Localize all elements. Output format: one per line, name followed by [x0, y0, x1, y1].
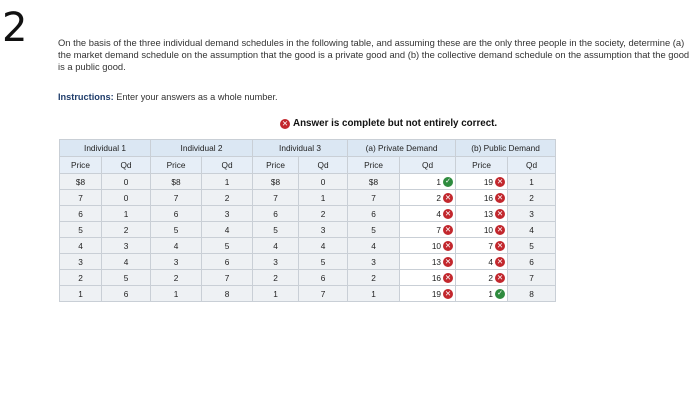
answer-value: 2: [488, 272, 494, 283]
public-qd: 5: [508, 238, 556, 254]
public-price-answer[interactable]: [456, 206, 508, 222]
private-qd-answer[interactable]: [400, 222, 456, 238]
individual2-price: 3: [151, 254, 202, 270]
individual1-price: 6: [60, 206, 102, 222]
private-price: 7: [348, 190, 400, 206]
answer-value: 16: [431, 272, 442, 283]
private-price: 3: [348, 254, 400, 270]
individual2-price: 5: [151, 222, 202, 238]
x-icon: ✕: [444, 192, 452, 202]
column-header: Price: [456, 157, 508, 174]
private-price: 4: [348, 238, 400, 254]
answer-value: 4: [488, 256, 494, 267]
table-row: [60, 222, 556, 238]
public-price-answer[interactable]: [456, 174, 508, 190]
group-header: Individual 3: [253, 140, 348, 157]
answer-value: 1: [488, 288, 494, 299]
column-header: Price: [253, 157, 299, 174]
individual1-price: 5: [60, 222, 102, 238]
individual2-price: 2: [151, 270, 202, 286]
individual2-qd: 8: [202, 286, 253, 302]
x-icon: ✕: [496, 256, 504, 266]
private-qd-answer[interactable]: [400, 174, 456, 190]
individual1-price: 7: [60, 190, 102, 206]
individual1-qd: 0: [102, 190, 151, 206]
column-header: Qd: [400, 157, 456, 174]
private-qd-answer[interactable]: [400, 190, 456, 206]
column-header-row: [60, 157, 556, 174]
x-icon: ✕: [496, 208, 504, 218]
group-header: (a) Private Demand: [348, 140, 456, 157]
individual3-price: 4: [253, 238, 299, 254]
individual1-qd: 3: [102, 238, 151, 254]
individual2-qd: 2: [202, 190, 253, 206]
public-qd: 1: [508, 174, 556, 190]
private-price: 1: [348, 286, 400, 302]
table-row: [60, 254, 556, 270]
individual1-qd: 2: [102, 222, 151, 238]
group-header-row: [60, 140, 556, 157]
x-icon: ✕: [496, 192, 504, 202]
individual1-price: 4: [60, 238, 102, 254]
individual3-price: 5: [253, 222, 299, 238]
public-qd: 2: [508, 190, 556, 206]
individual3-qd: 3: [299, 222, 348, 238]
table-row: [60, 190, 556, 206]
instructions-label: Instructions:: [58, 92, 114, 102]
column-header: Qd: [102, 157, 151, 174]
question-number: 2: [2, 5, 28, 51]
x-icon: ✕: [496, 272, 504, 282]
answer-value: 7: [488, 240, 494, 251]
individual2-qd: 5: [202, 238, 253, 254]
column-header: Price: [348, 157, 400, 174]
individual3-price: 7: [253, 190, 299, 206]
individual2-qd: 6: [202, 254, 253, 270]
public-qd: 7: [508, 270, 556, 286]
answer-value: 2: [436, 192, 442, 203]
column-header: Qd: [202, 157, 253, 174]
group-header: (b) Public Demand: [456, 140, 556, 157]
individual3-price: $8: [253, 174, 299, 190]
public-price-answer[interactable]: [456, 286, 508, 302]
table-row: [60, 270, 556, 286]
public-price-answer[interactable]: [456, 238, 508, 254]
demand-table: [59, 139, 556, 302]
private-qd-answer[interactable]: [400, 286, 456, 302]
answer-value: 16: [483, 192, 494, 203]
public-qd: 8: [508, 286, 556, 302]
individual3-qd: 6: [299, 270, 348, 286]
x-icon: ✕: [444, 256, 452, 266]
public-price-answer[interactable]: [456, 254, 508, 270]
x-icon: ✕: [444, 272, 452, 282]
answer-value: 13: [483, 208, 494, 219]
status-message: Answer is complete but not entirely correct.: [293, 118, 498, 129]
answer-value: 19: [431, 288, 442, 299]
individual3-qd: 5: [299, 254, 348, 270]
answer-value: 13: [431, 256, 442, 267]
private-price: 5: [348, 222, 400, 238]
public-price-answer[interactable]: [456, 190, 508, 206]
check-icon: ✓: [495, 289, 505, 299]
individual1-price: 3: [60, 254, 102, 270]
individual2-qd: 7: [202, 270, 253, 286]
individual2-price: 7: [151, 190, 202, 206]
answer-value: 7: [436, 224, 442, 235]
individual2-qd: 4: [202, 222, 253, 238]
column-header: Price: [60, 157, 102, 174]
private-qd-answer[interactable]: [400, 238, 456, 254]
check-icon: ✓: [443, 177, 453, 187]
private-price: 2: [348, 270, 400, 286]
column-header: Price: [151, 157, 202, 174]
table-body: [60, 174, 556, 302]
instructions-text: Enter your answers as a whole number.: [116, 92, 278, 102]
individual3-price: 6: [253, 206, 299, 222]
individual1-price: 2: [60, 270, 102, 286]
public-qd: 4: [508, 222, 556, 238]
private-price: 6: [348, 206, 400, 222]
individual3-qd: 1: [299, 190, 348, 206]
individual3-price: 3: [253, 254, 299, 270]
private-price: $8: [348, 174, 400, 190]
individual3-price: 2: [253, 270, 299, 286]
individual3-qd: 7: [299, 286, 348, 302]
x-icon: ✕: [444, 224, 452, 234]
answer-value: 4: [436, 208, 442, 219]
individual1-qd: 0: [102, 174, 151, 190]
individual2-qd: 3: [202, 206, 253, 222]
column-header: Qd: [299, 157, 348, 174]
x-icon: ✕: [496, 224, 504, 234]
column-header: Qd: [508, 157, 556, 174]
answer-value: 10: [431, 240, 442, 251]
individual2-price: 6: [151, 206, 202, 222]
instructions: [58, 92, 278, 102]
table-row: [60, 206, 556, 222]
table-row: [60, 174, 556, 190]
private-qd-answer[interactable]: [400, 254, 456, 270]
individual2-price: 1: [151, 286, 202, 302]
individual1-qd: 6: [102, 286, 151, 302]
answer-status: [280, 118, 497, 129]
table-row: [60, 238, 556, 254]
group-header: Individual 1: [60, 140, 151, 157]
x-icon: ✕: [496, 240, 504, 250]
individual3-qd: 4: [299, 238, 348, 254]
individual2-price: 4: [151, 238, 202, 254]
public-price-answer[interactable]: [456, 270, 508, 286]
x-icon: ✕: [444, 288, 452, 298]
individual3-qd: 0: [299, 174, 348, 190]
x-icon: ✕: [496, 176, 504, 186]
public-qd: 3: [508, 206, 556, 222]
individual3-qd: 2: [299, 206, 348, 222]
x-icon: ✕: [444, 208, 452, 218]
individual1-qd: 4: [102, 254, 151, 270]
public-qd: 6: [508, 254, 556, 270]
group-header: Individual 2: [151, 140, 253, 157]
incorrect-icon: ✕: [281, 118, 289, 128]
individual1-price: $8: [60, 174, 102, 190]
public-price-answer[interactable]: [456, 222, 508, 238]
question-prompt: On the basis of the three individual demand schedules in the following table, and assuming these are the only three people in the society, determine (a) the market demand schedule on the assumption that the good is a private good and (b) the collective demand schedule on the assumption that the good is a public good.: [58, 37, 690, 72]
individual2-price: $8: [151, 174, 202, 190]
answer-value: 1: [436, 176, 442, 187]
private-qd-answer[interactable]: [400, 270, 456, 286]
x-icon: ✕: [444, 240, 452, 250]
private-qd-answer[interactable]: [400, 206, 456, 222]
individual1-price: 1: [60, 286, 102, 302]
individual1-qd: 5: [102, 270, 151, 286]
table-row: [60, 286, 556, 302]
answer-value: 10: [483, 224, 494, 235]
individual2-qd: 1: [202, 174, 253, 190]
answer-value: 19: [483, 176, 494, 187]
individual1-qd: 1: [102, 206, 151, 222]
individual3-price: 1: [253, 286, 299, 302]
